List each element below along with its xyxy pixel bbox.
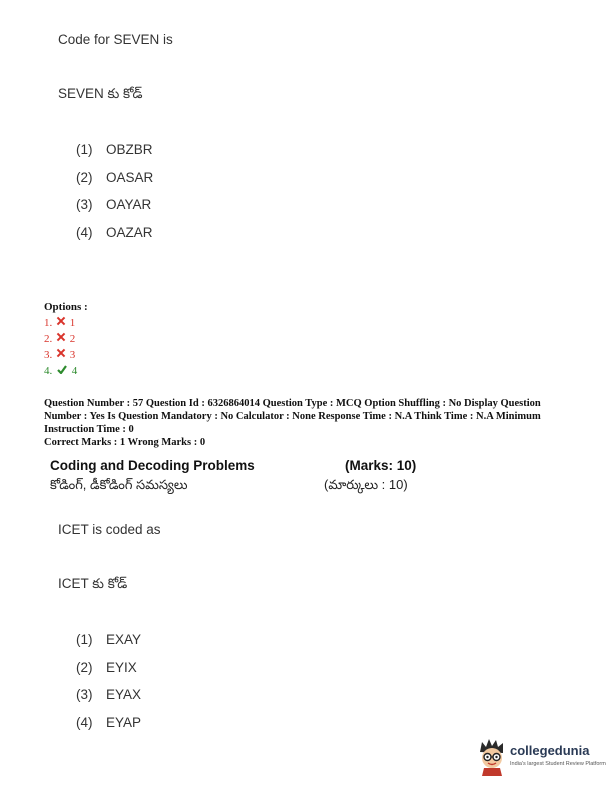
cross-icon	[57, 333, 65, 341]
answer-item	[44, 315, 88, 331]
meta-line: Instruction Time : 0	[44, 424, 134, 435]
option-text: EYAX	[106, 687, 142, 702]
option-number: (3)	[76, 197, 93, 212]
cross-icon	[57, 317, 65, 325]
answer-value: 3	[69, 349, 76, 361]
option-item	[76, 715, 141, 730]
answer-item	[44, 347, 88, 363]
option-item	[76, 225, 153, 240]
question-text-english: Code for SEVEN is	[58, 32, 173, 47]
answer-index: 4.	[44, 365, 53, 377]
option-number: (2)	[76, 170, 93, 185]
meta-line: Correct Marks : 1 Wrong Marks : 0	[44, 437, 206, 448]
meta-line: Number : Yes Is Question Mandatory : No Calculator : None Response Time : N.A Think Time : N.A Minimum	[44, 411, 541, 422]
option-number: (4)	[76, 225, 93, 240]
option-text: OBZBR	[106, 142, 153, 157]
mascot-icon	[476, 738, 508, 776]
section-marks-telugu: (మార్కులు : 10)	[324, 477, 408, 492]
question-text-english: ICET is coded as	[58, 522, 161, 537]
answer-index: 3.	[44, 349, 53, 361]
answer-value: 4	[71, 365, 78, 377]
answer-value: 2	[69, 333, 76, 345]
question-text-telugu: SEVEN కు కోడ్	[58, 86, 143, 101]
option-number: (1)	[76, 632, 93, 647]
option-text: OAYAR	[106, 197, 152, 212]
logo-tagline: India's largest Student Review Platform	[510, 761, 606, 767]
section-title: Coding and Decoding Problems	[50, 458, 255, 473]
option-number: (3)	[76, 687, 93, 702]
option-text: EXAY	[106, 632, 142, 647]
section-title-telugu: కోడింగ్, డీకోడింగ్ సమస్యలు	[50, 477, 188, 492]
option-text: OAZAR	[106, 225, 153, 240]
answer-index: 2.	[44, 333, 53, 345]
question-meta	[44, 397, 604, 449]
option-number: (2)	[76, 660, 93, 675]
answer-value: 1	[69, 317, 76, 329]
logo-name: collegedunia	[510, 743, 590, 758]
option-item	[76, 687, 141, 702]
check-icon	[57, 365, 67, 374]
option-number: (1)	[76, 142, 93, 157]
option-number: (4)	[76, 715, 93, 730]
section-marks: (Marks: 10)	[345, 458, 417, 473]
option-text: OASAR	[106, 170, 154, 185]
option-item	[76, 197, 151, 212]
option-item	[76, 632, 141, 647]
option-item	[76, 142, 153, 157]
answer-item	[44, 363, 88, 379]
option-text: EYAP	[106, 715, 142, 730]
question-text-telugu: ICET కు కోడ్	[58, 576, 128, 591]
cross-icon	[57, 349, 65, 357]
option-item	[76, 660, 137, 675]
answer-item	[44, 331, 88, 347]
answer-key-title: Options :	[44, 301, 88, 313]
answer-index: 1.	[44, 317, 53, 329]
collegedunia-logo	[476, 738, 606, 778]
answer-key	[44, 299, 88, 379]
meta-line: Question Number : 57 Question Id : 6326864014 Question Type : MCQ Option Shuffling : No Display Question	[44, 398, 541, 409]
option-item	[76, 170, 153, 185]
option-text: EYIX	[106, 660, 137, 675]
